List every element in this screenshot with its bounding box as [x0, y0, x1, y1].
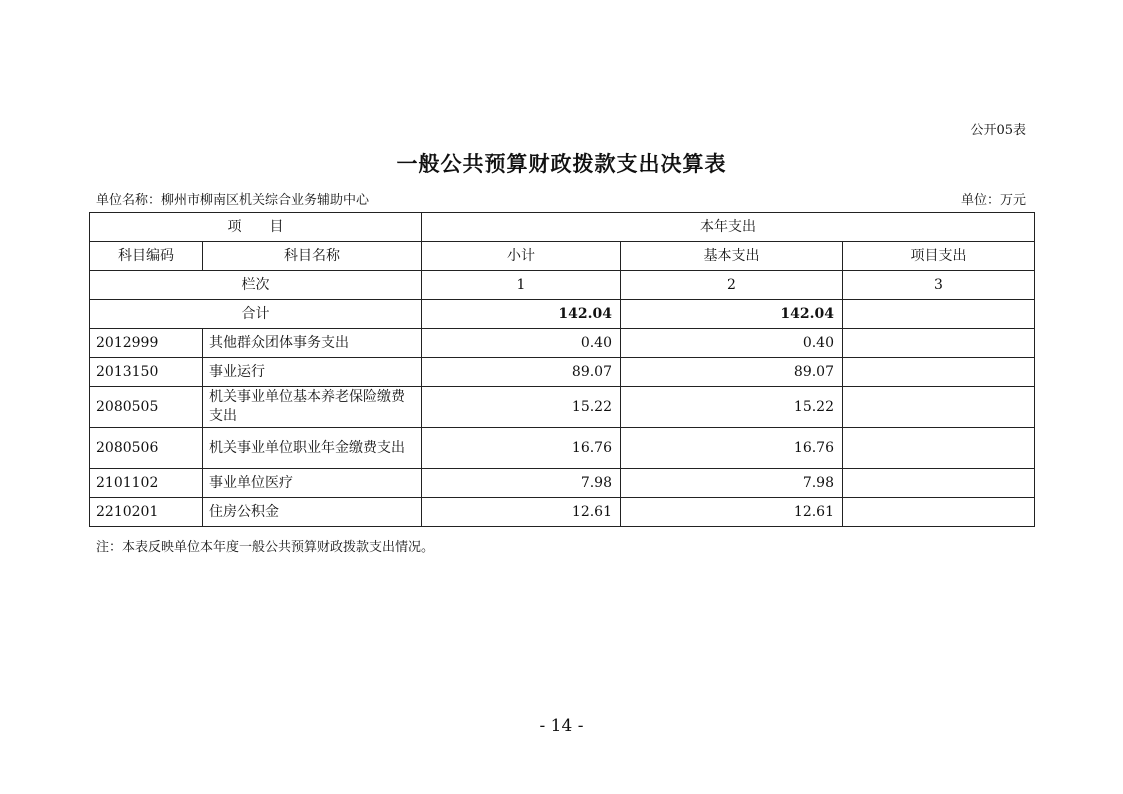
row-name: 其他群众团体事务支出 — [203, 329, 422, 358]
col-index-2: 2 — [621, 271, 843, 300]
row-subtotal: 16.76 — [422, 428, 621, 469]
row-basic: 12.61 — [621, 498, 843, 527]
table-row — [90, 358, 1035, 387]
unit-name: 单位名称：柳州市柳南区机关综合业务辅助中心 — [96, 193, 370, 208]
table-row — [90, 329, 1035, 358]
table-row — [90, 498, 1035, 527]
currency-unit: 单位：万元 — [960, 193, 1026, 208]
table-row — [90, 428, 1035, 469]
expenditure-table — [89, 212, 1035, 527]
col-label: 栏次 — [90, 271, 422, 300]
form-number: 公开05表 — [970, 123, 1026, 138]
total-label: 合计 — [90, 300, 422, 329]
row-basic: 15.22 — [621, 387, 843, 428]
header-item: 项 目 — [90, 213, 422, 242]
row-code: 2210201 — [90, 498, 203, 527]
row-subtotal: 7.98 — [422, 469, 621, 498]
row-project — [843, 387, 1035, 428]
table-row — [90, 469, 1035, 498]
row-name: 机关事业单位职业年金缴费支出 — [203, 428, 422, 469]
row-code: 2080505 — [90, 387, 203, 428]
table-row — [90, 387, 1035, 428]
row-code: 2012999 — [90, 329, 203, 358]
total-basic: 142.04 — [621, 300, 843, 329]
col-index-1: 1 — [422, 271, 621, 300]
row-basic: 16.76 — [621, 428, 843, 469]
row-project — [843, 498, 1035, 527]
header-subtotal: 小计 — [422, 242, 621, 271]
row-project — [843, 358, 1035, 387]
row-subtotal: 89.07 — [422, 358, 621, 387]
row-name: 机关事业单位基本养老保险缴费支出 — [203, 387, 422, 428]
header-basic: 基本支出 — [621, 242, 843, 271]
page-number: - 14 - — [539, 716, 584, 736]
header-current-year: 本年支出 — [422, 213, 1035, 242]
row-project — [843, 329, 1035, 358]
header-row-2 — [90, 242, 1035, 271]
column-index-row — [90, 271, 1035, 300]
header-code: 科目编码 — [90, 242, 203, 271]
row-subtotal: 0.40 — [422, 329, 621, 358]
row-project — [843, 428, 1035, 469]
row-name: 事业运行 — [203, 358, 422, 387]
row-project — [843, 469, 1035, 498]
row-basic: 0.40 — [621, 329, 843, 358]
total-project — [843, 300, 1035, 329]
row-code: 2013150 — [90, 358, 203, 387]
row-name: 住房公积金 — [203, 498, 422, 527]
row-name: 事业单位医疗 — [203, 469, 422, 498]
header-name: 科目名称 — [203, 242, 422, 271]
row-subtotal: 12.61 — [422, 498, 621, 527]
page-title: 一般公共预算财政拨款支出决算表 — [396, 152, 727, 176]
row-basic: 89.07 — [621, 358, 843, 387]
total-subtotal: 142.04 — [422, 300, 621, 329]
row-basic: 7.98 — [621, 469, 843, 498]
row-code: 2101102 — [90, 469, 203, 498]
header-row-1 — [90, 213, 1035, 242]
table-note: 注：本表反映单位本年度一般公共预算财政拨款支出情况。 — [96, 540, 435, 555]
row-code: 2080506 — [90, 428, 203, 469]
header-project: 项目支出 — [843, 242, 1035, 271]
col-index-3: 3 — [843, 271, 1035, 300]
row-subtotal: 15.22 — [422, 387, 621, 428]
total-row — [90, 300, 1035, 329]
